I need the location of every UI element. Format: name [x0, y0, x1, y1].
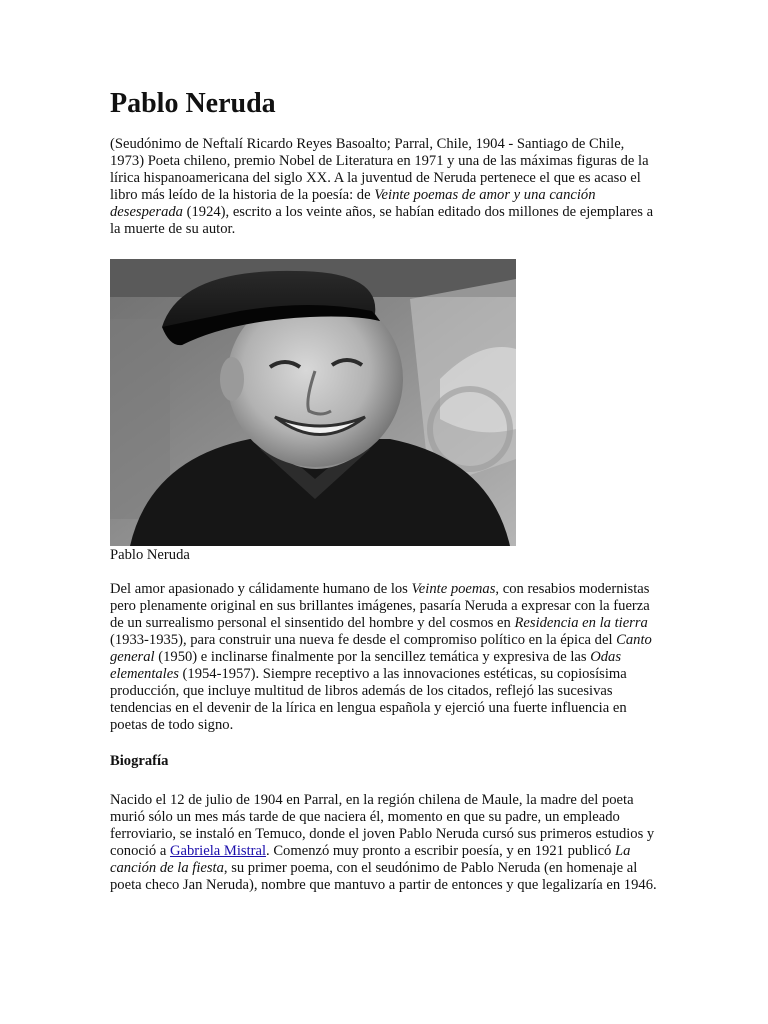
intro-text-1: (Seudónimo de Neftalí Ricardo Reyes Basoalto; Parral, Chile, 1904 - Santiago de Chile, 1973) Poeta chileno, premio Nobel de Literatura en 1971 y una de las máximas figuras de la lírica hispanoamericana del siglo XX. A la juventud de Neruda pertenece el que es acaso el libro más leído de la historia de la poesía: de — [110, 136, 649, 203]
photo-caption: Pablo Neruda — [110, 547, 190, 563]
body-text-5: (1954-1957). Siempre receptivo a las innovaciones estéticas, su copiosísima producción, que incluye multitud de libros además de los citados, reflejó las sucesivas tendencias en el devenir de la lírica en lengua española y ejerció una fuerte influencia en poetas de todo signo. — [110, 666, 627, 733]
body-book-title-1: Veinte poemas — [411, 581, 496, 597]
body-book-title-3: Canto general — [110, 632, 652, 665]
intro-book-title: Veinte poemas de amor y una canción desesperada — [110, 187, 596, 220]
body-text-2: , con resabios modernistas pero plenamente original en sus brillantes imágenes, pasaría Neruda a expresar con la fuerza de un surrealismo personal el sinsentido del hombre y del cosmos en — [110, 581, 650, 631]
intro-paragraph — [110, 136, 660, 238]
biography-paragraph — [110, 792, 660, 894]
biography-heading: Biografía — [110, 753, 169, 769]
bio-poem-title: La canción de la fiesta — [110, 843, 631, 876]
bio-text-2: . Comenzó muy pronto a escribir poesía, y en 1921 publicó — [266, 843, 615, 859]
body-book-title-4: Odas elementales — [110, 649, 622, 682]
body-text-1: Del amor apasionado y cálidamente humano de los — [110, 581, 412, 597]
gabriela-mistral-link[interactable]: Gabriela Mistral — [169, 843, 267, 859]
intro-text-2: (1924), escrito a los veinte años, se habían editado dos millones de ejemplares a la muerte de su autor. — [110, 204, 654, 237]
body-text-4: (1950) e inclinarse finalmente por la sencillez temática y expresiva de las — [154, 649, 591, 665]
body-text-3: (1933-1935), para construir una nueva fe desde el compromiso político en la épica del — [110, 632, 617, 648]
document-page — [110, 86, 660, 894]
portrait-photo — [110, 259, 516, 546]
bio-text-1: Nacido el 12 de julio de 1904 en Parral, en la región chilena de Maule, la madre del poeta murió sólo un mes más tarde de que naciera él, momento en que su padre, un empleado ferroviario, se instaló en Temuco, donde el joven Pablo Neruda cursó sus primeros estudios y conoció a — [110, 792, 655, 859]
body-book-title-2: Residencia en la tierra — [514, 615, 648, 631]
body-paragraph — [110, 581, 660, 734]
page-title: Pablo Neruda — [110, 88, 276, 119]
bio-text-3: , su primer poema, con el seudónimo de Pablo Neruda (en homenaje al poeta checo Jan Neruda), nombre que mantuvo a partir de entonces y que legalizaría en 1946. — [110, 860, 657, 893]
